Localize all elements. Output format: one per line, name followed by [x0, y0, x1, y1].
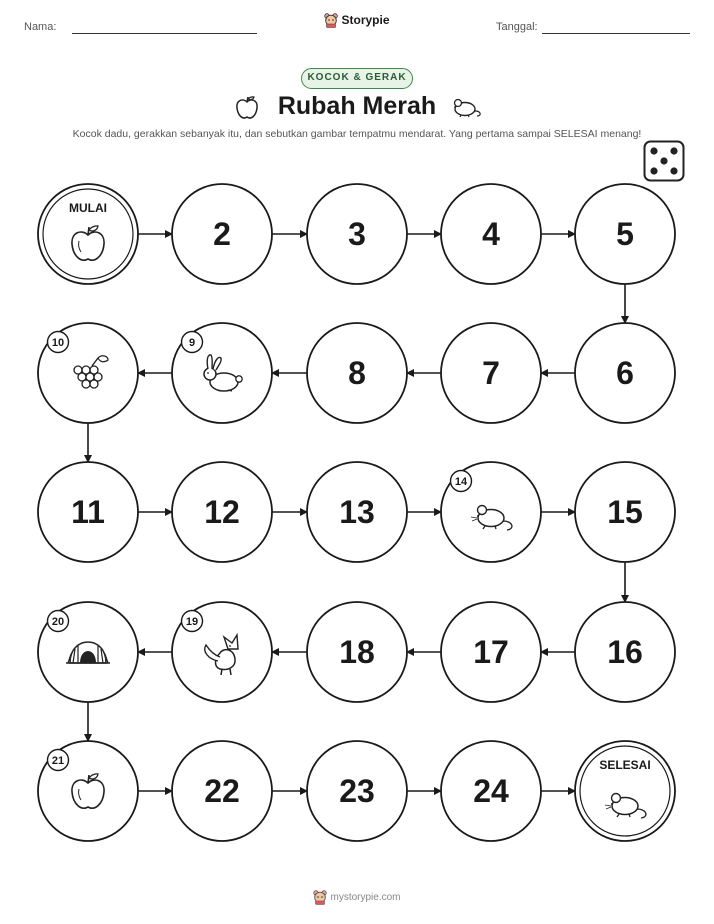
board-space — [575, 602, 675, 702]
space-label: MULAI — [69, 201, 107, 215]
page-title: Rubah Merah — [277, 92, 437, 120]
name-label: Nama: — [24, 21, 57, 33]
space-label: SELESAI — [599, 758, 651, 772]
board-space — [307, 323, 407, 423]
board-space — [575, 323, 675, 423]
board-space — [38, 602, 138, 702]
space-circle — [575, 741, 675, 841]
board-space — [441, 323, 541, 423]
board-space — [307, 184, 407, 284]
board-space — [307, 462, 407, 562]
space-number: 5 — [616, 216, 634, 252]
board-space — [172, 184, 272, 284]
board-space — [172, 602, 272, 702]
board-space — [172, 462, 272, 562]
space-number: 24 — [473, 773, 509, 809]
footer — [0, 890, 714, 905]
date-label: Tanggal: — [496, 21, 538, 33]
space-badge-number: 10 — [51, 337, 65, 349]
space-number: 17 — [473, 634, 509, 670]
board-space — [441, 741, 541, 841]
board-space — [575, 184, 675, 284]
board-space — [38, 184, 138, 284]
space-badge-number: 21 — [51, 755, 65, 767]
space-number: 3 — [348, 216, 366, 252]
space-number: 16 — [607, 634, 643, 670]
category-badge: KOCOK & GERAK — [301, 68, 413, 89]
space-number: 18 — [339, 634, 375, 670]
space-number: 7 — [482, 355, 500, 391]
space-number: 23 — [339, 773, 375, 809]
footer-url: mystorypie.com — [330, 892, 401, 904]
space-number: 15 — [607, 494, 643, 530]
space-number: 4 — [482, 216, 500, 252]
board-space — [172, 741, 272, 841]
space-badge-number: 14 — [454, 476, 468, 488]
space-badge-number: 20 — [51, 616, 65, 628]
brand-name: Storypie — [341, 13, 390, 27]
board-space — [172, 323, 272, 423]
instructions: Kocok dadu, gerakkan sebanyak itu, dan sebutkan gambar tempatmu mendarat. Yang pertama sampai SELESAI menang! — [72, 128, 642, 140]
space-number: 12 — [204, 494, 240, 530]
space-badge-number: 9 — [188, 337, 196, 349]
space-number: 6 — [616, 355, 634, 391]
board-space — [38, 741, 138, 841]
board-space — [441, 602, 541, 702]
board-space — [575, 741, 675, 841]
board-space — [441, 184, 541, 284]
space-number: 2 — [213, 216, 231, 252]
board-spaces — [38, 184, 675, 841]
storypie-logo-icon — [313, 890, 327, 905]
board-space — [575, 462, 675, 562]
board-space — [38, 462, 138, 562]
space-number: 13 — [339, 494, 375, 530]
space-number: 22 — [204, 773, 240, 809]
board-space — [307, 602, 407, 702]
space-badge-number: 19 — [185, 616, 199, 628]
space-number: 11 — [71, 494, 105, 530]
board-space — [38, 323, 138, 423]
board-space — [307, 741, 407, 841]
board-space — [441, 462, 541, 562]
space-number: 8 — [348, 355, 366, 391]
